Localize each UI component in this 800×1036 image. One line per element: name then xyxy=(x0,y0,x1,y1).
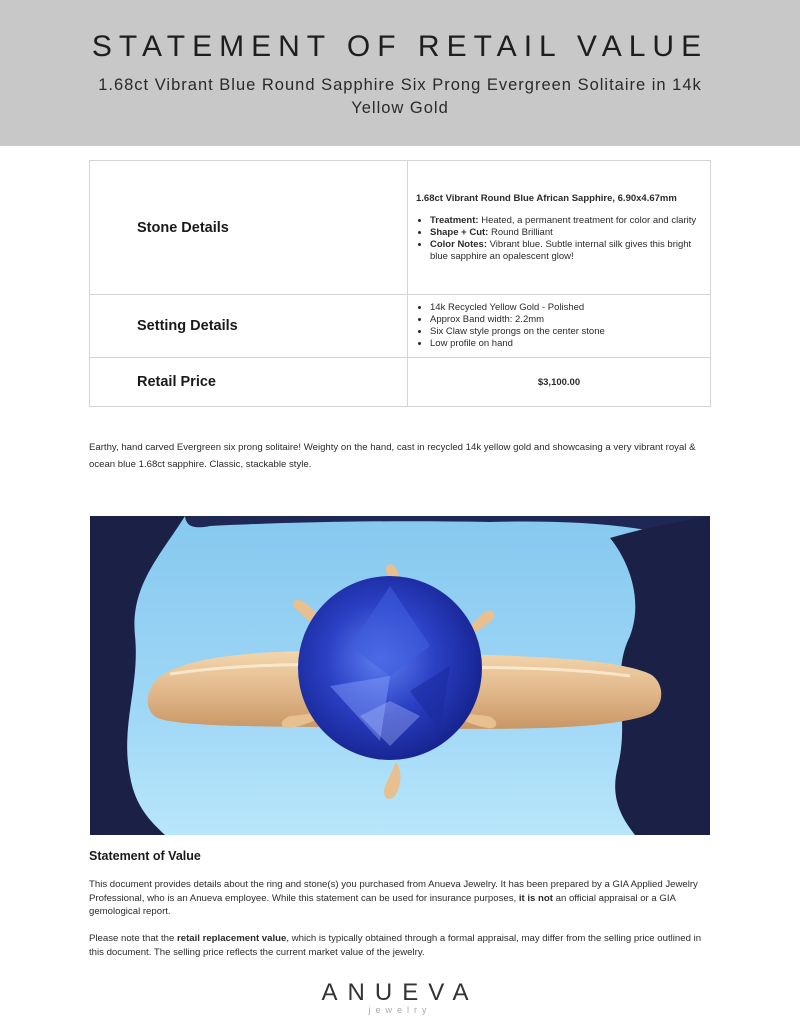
stone-details-value xyxy=(408,161,711,295)
shape-cut-value: Round Brilliant xyxy=(490,226,553,238)
anueva-logo xyxy=(0,979,800,1015)
treatment-key: Treatment: xyxy=(430,214,479,226)
ring-illustration xyxy=(90,516,710,835)
statement-paragraph-1 xyxy=(89,878,714,919)
statement-text: This document provides details about the ring and stone(s) you purchased from Anueva Jewelry. It has been prepared by a GIA Applied Jewelry Professional, who is an Anueva employee. While this statement can be used for insurance purposes, xyxy=(89,879,698,904)
color-notes-key: Color Notes: xyxy=(430,238,487,250)
color-notes-value: Vibrant blue. Subtle internal silk gives this bright blue sapphire an opalescent glow! xyxy=(430,238,692,262)
logo-wordmark: ANUEVA xyxy=(321,979,479,1006)
stone-details-label: Stone Details xyxy=(90,161,408,295)
statement-text: an official appraisal or a GIA gemological report. xyxy=(89,892,676,917)
setting-details-row xyxy=(90,295,711,358)
product-description: Earthy, hand carved Evergreen six prong solitaire! Weighty on the hand, cast in recycled 14k yellow gold and showcasing a very vibrant royal & ocean blue 1.68ct sapphire. Classic, stackable style. xyxy=(89,442,696,470)
statement-emphasis: retail replacement value xyxy=(177,933,287,944)
list-item xyxy=(430,227,702,239)
list-item: • Six Claw style prongs on the center stone xyxy=(430,326,702,338)
ring-photo xyxy=(90,516,710,835)
statement-text: , which is typically obtained through a formal appraisal, may differ from the selling price outlined in this document. The selling price reflects the current market value of the jewelry. xyxy=(89,933,702,958)
page-subtitle: 1.68ct Vibrant Blue Round Sapphire Six Prong Evergreen Solitaire in 14k Yellow Gold xyxy=(98,76,702,117)
list-item: • Low profile on hand xyxy=(430,338,702,350)
setting-details-value xyxy=(408,295,711,358)
statement-paragraph-2 xyxy=(89,932,714,959)
retail-price-label: Retail Price xyxy=(90,358,408,407)
page-title: STATEMENT OF RETAIL VALUE xyxy=(91,30,709,63)
stone-title: 1.68ct Vibrant Round Blue African Sapphire, 6.90x4.67mm xyxy=(416,192,677,204)
retail-price-row xyxy=(90,358,711,407)
list-item: • 14k Recycled Yellow Gold - Polished xyxy=(430,302,702,314)
stone-details-list xyxy=(416,215,702,263)
statement-title: Statement of Value xyxy=(89,849,201,863)
shape-cut-key: Shape + Cut: xyxy=(430,226,489,238)
statement-text: Please note that the xyxy=(89,933,178,944)
setting-details-list xyxy=(416,302,702,350)
prong xyxy=(384,762,400,799)
document-header xyxy=(0,0,800,146)
logo-subtitle: jewelry xyxy=(368,1005,432,1015)
stone-details-row xyxy=(90,161,711,295)
list-item xyxy=(430,239,702,263)
setting-details-label: Setting Details xyxy=(90,295,408,358)
statement-emphasis: it is not xyxy=(518,892,553,904)
list-item: • Approx Band width: 2.2mm xyxy=(430,314,702,326)
retail-price-value: $3,100.00 xyxy=(408,358,711,407)
list-item xyxy=(430,215,702,227)
details-table xyxy=(89,160,711,407)
treatment-value: Heated, a permanent treatment for color and clarity xyxy=(481,214,697,226)
